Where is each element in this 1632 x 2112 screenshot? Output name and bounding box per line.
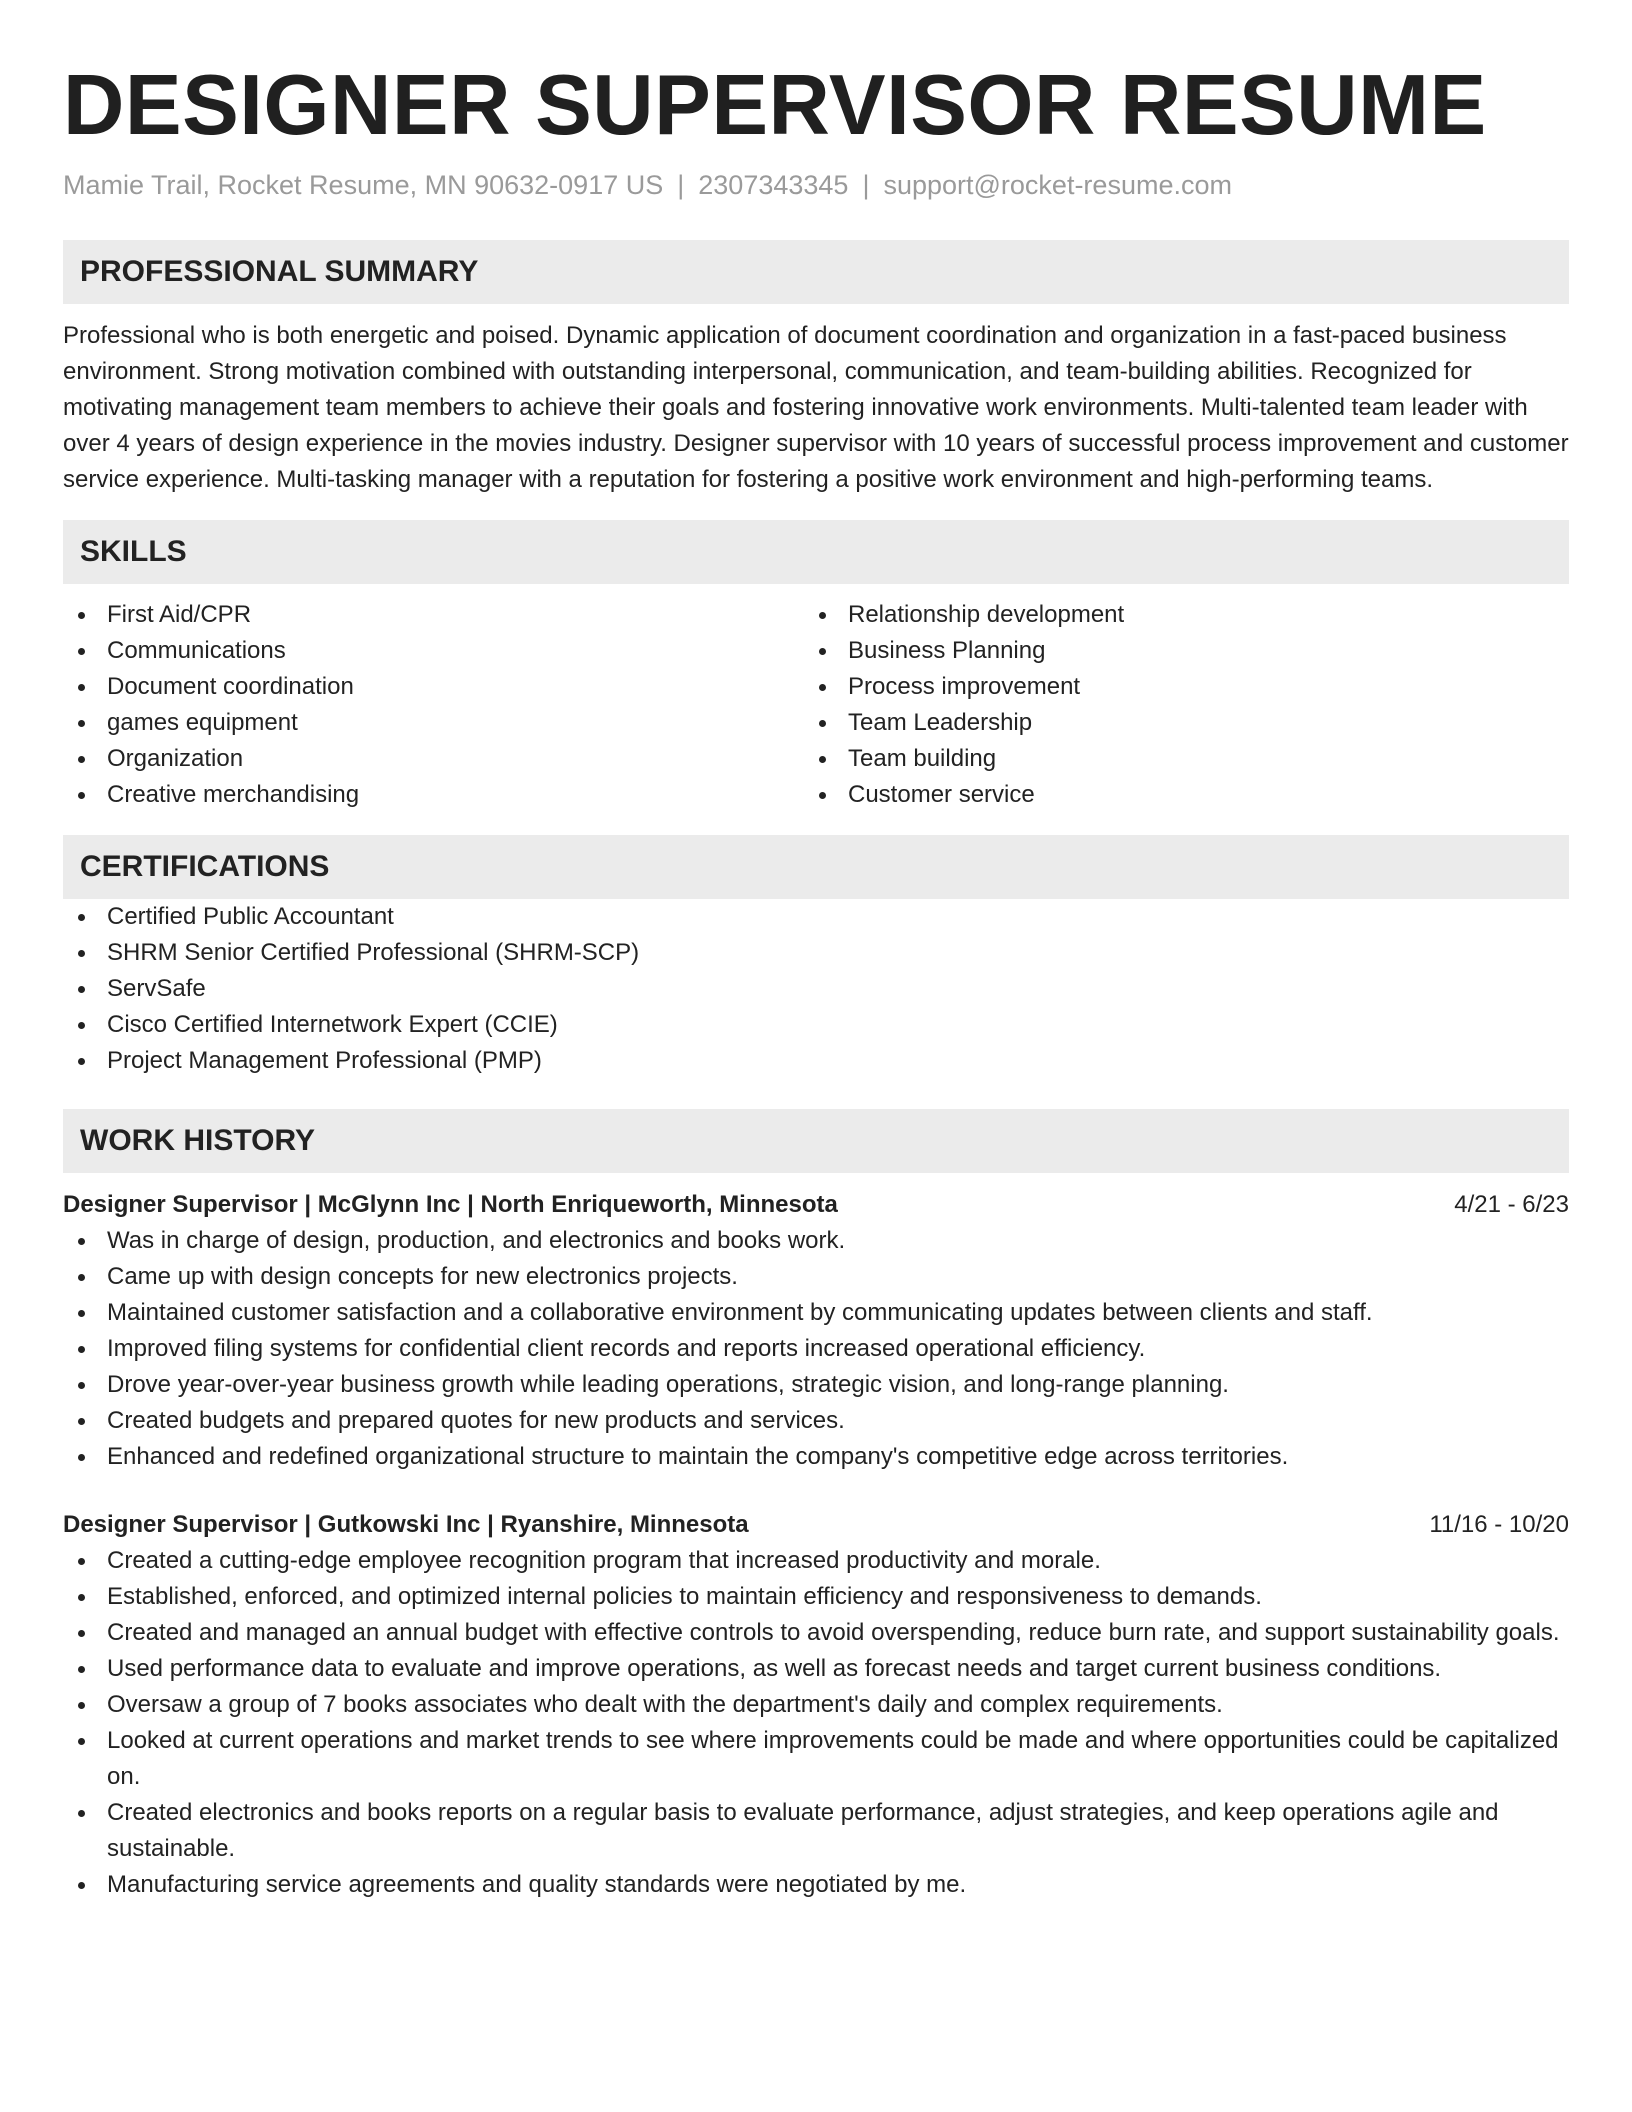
section-header-skills: SKILLS <box>63 520 1569 584</box>
contact-line <box>63 166 1569 204</box>
skill-item: Team Leadership <box>804 705 1545 741</box>
job-bullet: Created electronics and books reports on a regular basis to evaluate performance, adjust strategies, and keep operations agile and sustainable. <box>63 1795 1569 1867</box>
section-header-certifications: CERTIFICATIONS <box>63 835 1569 899</box>
resume-title: DESIGNER SUPERVISOR RESUME <box>63 58 1487 153</box>
skill-item: Business Planning <box>804 633 1545 669</box>
job-header <box>63 1187 1569 1223</box>
job-bullet-list <box>63 1223 1569 1475</box>
job-bullet: Oversaw a group of 7 books associates who dealt with the department's daily and complex requirements. <box>63 1687 1569 1723</box>
skill-item: Document coordination <box>63 669 804 705</box>
skill-item: Process improvement <box>804 669 1545 705</box>
job-bullet: Was in charge of design, production, and electronics and books work. <box>63 1223 1569 1259</box>
job-bullet-list <box>63 1543 1569 1903</box>
certification-item: SHRM Senior Certified Professional (SHRM-SCP) <box>63 935 1569 971</box>
contact-email: support@rocket-resume.com <box>883 170 1232 200</box>
job-entry <box>63 1507 1569 1903</box>
section-header-work-history: WORK HISTORY <box>63 1109 1569 1173</box>
job-bullet: Manufacturing service agreements and quality standards were negotiated by me. <box>63 1867 1569 1903</box>
certification-item: Cisco Certified Internetwork Expert (CCIE) <box>63 1007 1569 1043</box>
job-bullet: Enhanced and redefined organizational structure to maintain the company's competitive edge across territories. <box>63 1439 1569 1475</box>
skill-item: Customer service <box>804 777 1545 813</box>
job-bullet: Created a cutting-edge employee recognition program that increased productivity and morale. <box>63 1543 1569 1579</box>
job-bullet: Established, enforced, and optimized internal policies to maintain efficiency and responsiveness to demands. <box>63 1579 1569 1615</box>
certification-item: ServSafe <box>63 971 1569 1007</box>
job-title: Designer Supervisor | McGlynn Inc | North Enriqueworth, Minnesota <box>63 1191 838 1218</box>
skills-list-left <box>63 597 804 813</box>
contact-address: Mamie Trail, Rocket Resume, MN 90632-0917 US <box>63 170 664 200</box>
job-dates: 11/16 - 10/20 <box>1429 1511 1569 1538</box>
certification-item: Certified Public Accountant <box>63 899 1569 935</box>
skill-item: Communications <box>63 633 804 669</box>
summary-text: Professional who is both energetic and poised. Dynamic application of document coordination and organization in a fast-paced business environment. Strong motivation combined with outstanding interpersonal, communication, and team-building abilities. Recognized for motivating management team members to achieve their goals and fostering innovative work environments. Multi-talented team leader with over 4 years of design experience in the movies industry. Designer supervisor with 10 years of successful process improvement and customer service experience. Multi-tasking manager with a reputation for fostering a positive work environment and high-performing teams. <box>63 322 1569 493</box>
skills-grid <box>63 597 1569 813</box>
job-entry <box>63 1187 1569 1475</box>
certification-item: Project Management Professional (PMP) <box>63 1043 1569 1079</box>
skill-item: First Aid/CPR <box>63 597 804 633</box>
skill-item: Creative merchandising <box>63 777 804 813</box>
certifications-list <box>63 899 1569 1079</box>
job-bullet: Looked at current operations and market trends to see where improvements could be made and where opportunities could be capitalized on. <box>63 1723 1569 1795</box>
contact-phone: 2307343345 <box>698 170 849 200</box>
job-bullet: Drove year-over-year business growth while leading operations, strategic vision, and long-range planning. <box>63 1367 1569 1403</box>
skill-item: Organization <box>63 741 804 777</box>
skills-column-right <box>804 597 1545 813</box>
job-dates: 4/21 - 6/23 <box>1454 1191 1569 1218</box>
job-bullet: Maintained customer satisfaction and a collaborative environment by communicating updates between clients and staff. <box>63 1295 1569 1331</box>
skill-item: Team building <box>804 741 1545 777</box>
skill-item: games equipment <box>63 705 804 741</box>
job-title: Designer Supervisor | Gutkowski Inc | Ryanshire, Minnesota <box>63 1511 749 1538</box>
section-header-summary: PROFESSIONAL SUMMARY <box>63 240 1569 304</box>
contact-separator: | <box>677 170 685 200</box>
job-bullet: Created budgets and prepared quotes for new products and services. <box>63 1403 1569 1439</box>
job-header <box>63 1507 1569 1543</box>
skill-item: Relationship development <box>804 597 1545 633</box>
contact-separator: | <box>862 170 870 200</box>
job-bullet: Used performance data to evaluate and improve operations, as well as forecast needs and target current business conditions. <box>63 1651 1569 1687</box>
job-bullet: Came up with design concepts for new electronics projects. <box>63 1259 1569 1295</box>
job-bullet: Created and managed an annual budget with effective controls to avoid overspending, reduce burn rate, and support sustainability goals. <box>63 1615 1569 1651</box>
skills-list-right <box>804 597 1545 813</box>
job-bullet: Improved filing systems for confidential client records and reports increased operational efficiency. <box>63 1331 1569 1367</box>
skills-column-left <box>63 597 804 813</box>
